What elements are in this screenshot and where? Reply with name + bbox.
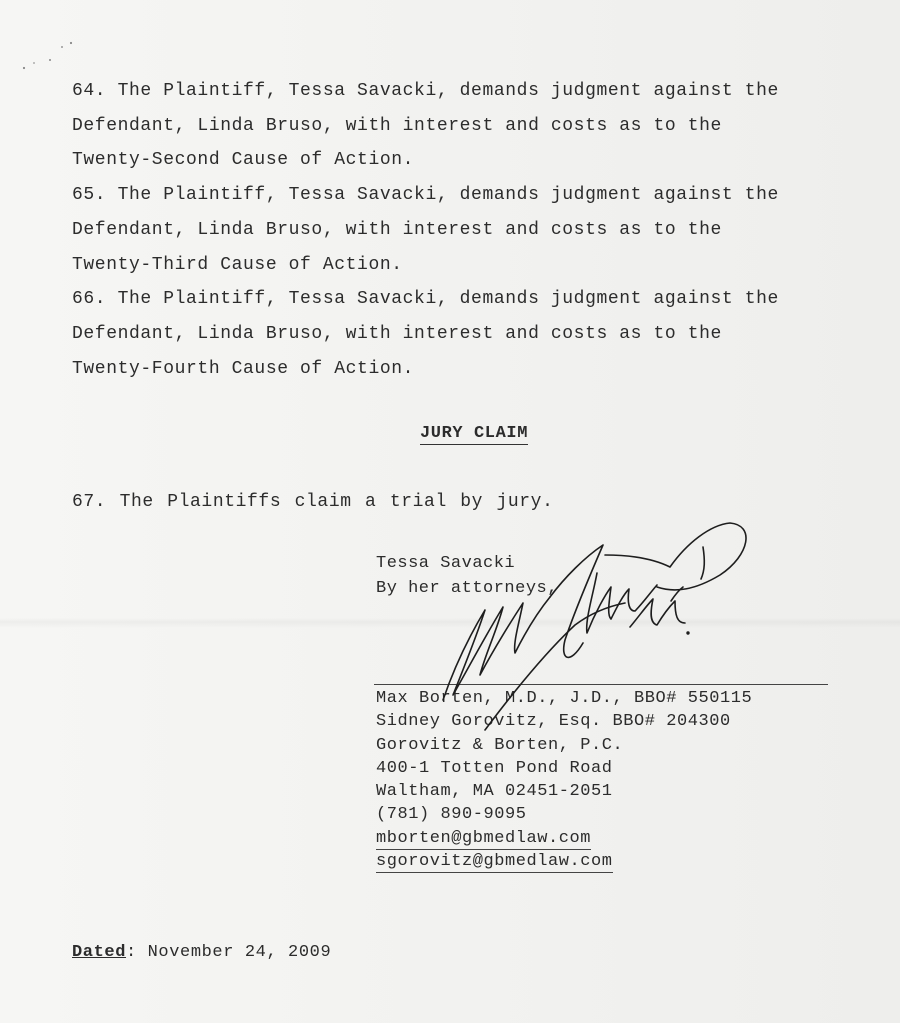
paragraph-64: 64. The Plaintiff, Tessa Savacki, demands judgment against the Defendant, Linda Bruso, with interest and costs as to the Twenty-Second Cause of Action. xyxy=(72,81,779,171)
email-link-sgorovitz[interactable]: sgorovitz@gbmedlaw.com xyxy=(376,852,613,872)
phone-number: (781) 890-9095 xyxy=(376,805,527,825)
paragraph-67: 67. The Plaintiffs claim a trial by jury. xyxy=(72,492,554,512)
firm-name: Gorovitz & Borten, P.C. xyxy=(376,735,624,755)
jury-claim-heading: JURY CLAIM xyxy=(420,424,529,443)
email-link-mborten[interactable]: mborten@gbmedlaw.com xyxy=(376,828,592,848)
client-name: Tessa Savacki xyxy=(376,554,516,573)
attorney-line-2: Sidney Gorovitz, Esq. BBO# 204300 xyxy=(376,712,731,732)
paragraph-65: 65. The Plaintiff, Tessa Savacki, demands judgment against the Defendant, Linda Bruso, with interest and costs as to the Twenty-Third Cause of Action. xyxy=(72,185,779,275)
dated-value: November 24, 2009 xyxy=(147,943,332,962)
handwritten-signature xyxy=(425,515,765,745)
dated-label: Dated xyxy=(72,943,127,962)
attorney-line-1: Max Borten, M.D., J.D., BBO# 550115 xyxy=(376,689,753,708)
city-state-zip: Waltham, MA 02451-2051 xyxy=(376,782,613,802)
demand-paragraphs xyxy=(72,74,862,386)
street-address: 400-1 Totten Pond Road xyxy=(376,758,613,778)
paper-specks xyxy=(18,36,88,76)
dated-line xyxy=(72,943,331,962)
paragraph-66: 66. The Plaintiff, Tessa Savacki, demands judgment against the Defendant, Linda Bruso, with interest and costs as to the Twenty-Fourth Cause of Action. xyxy=(72,289,779,379)
by-attorneys-line: By her attorneys, xyxy=(376,579,558,598)
dated-colon: : xyxy=(126,943,148,962)
